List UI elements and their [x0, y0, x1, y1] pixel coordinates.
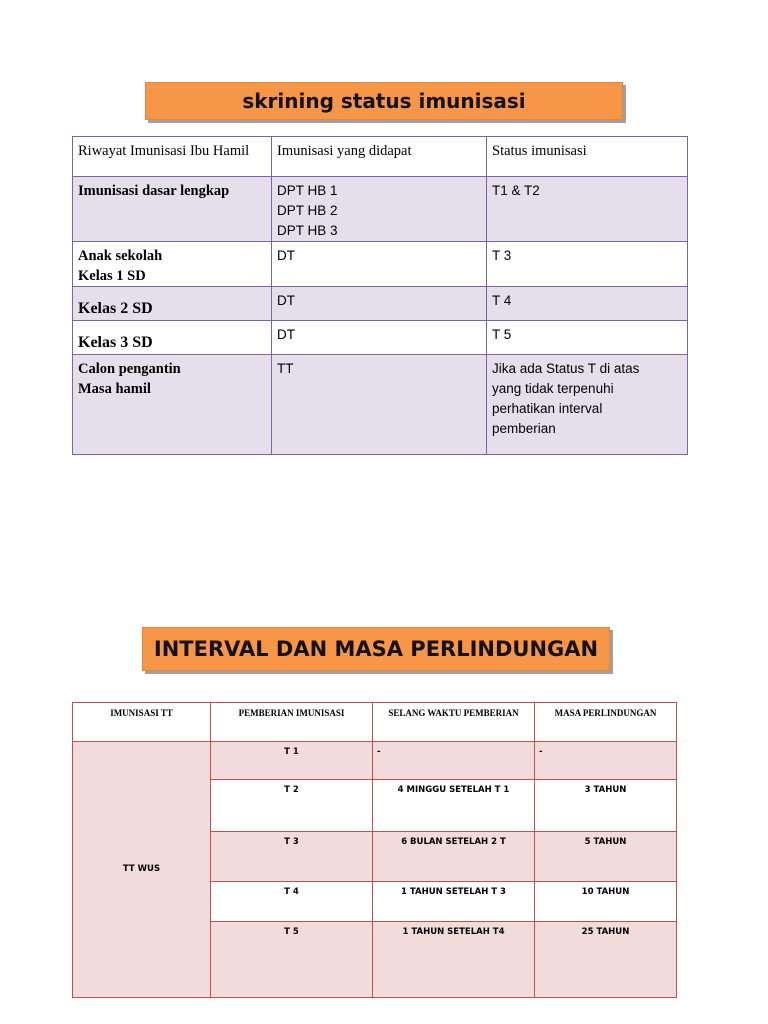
pemberian-cell: T 2	[211, 780, 373, 832]
selang-cell: 4 MINGGU SETELAH T 1	[373, 780, 535, 832]
pemberian-cell: T 5	[211, 922, 373, 998]
masa-cell: -	[535, 742, 677, 780]
section1-title: skrining status imunisasi	[145, 82, 623, 120]
status-cell: T1 & T2	[487, 177, 688, 242]
masa-cell: 5 TAHUN	[535, 832, 677, 882]
table-row	[73, 742, 677, 780]
table-row	[73, 321, 688, 355]
imunisasi-cell: DT	[272, 287, 487, 321]
section2-title: INTERVAL DAN MASA PERLINDUNGAN	[142, 627, 610, 671]
table-row	[73, 355, 688, 455]
imunisasi-cell: TT	[272, 355, 487, 455]
selang-cell: 1 TAHUN SETELAH T 3	[373, 882, 535, 922]
table-row	[73, 242, 688, 287]
status-cell: T 3	[487, 242, 688, 287]
table-row	[73, 287, 688, 321]
pemberian-cell: T 1	[211, 742, 373, 780]
screening-table	[72, 136, 688, 455]
selang-cell: 6 BULAN SETELAH 2 T	[373, 832, 535, 882]
header-imunisasi: Imunisasi yang didapat	[272, 137, 487, 177]
header-riwayat: Riwayat Imunisasi Ibu Hamil	[73, 137, 272, 177]
riwayat-cell: Kelas 3 SD	[73, 321, 272, 355]
header-selang: SELANG WAKTU PEMBERIAN	[373, 703, 535, 742]
selang-cell: -	[373, 742, 535, 780]
header-imunisasi-tt: IMUNISASI TT	[73, 703, 211, 742]
masa-cell: 25 TAHUN	[535, 922, 677, 998]
riwayat-cell: Anak sekolah Kelas 1 SD	[73, 242, 272, 287]
status-cell: T 4	[487, 287, 688, 321]
table-header-row	[73, 137, 688, 177]
masa-cell: 3 TAHUN	[535, 780, 677, 832]
header-pemberian: PEMBERIAN IMUNISASI	[211, 703, 373, 742]
pemberian-cell: T 3	[211, 832, 373, 882]
imunisasi-cell: DPT HB 1 DPT HB 2 DPT HB 3	[272, 177, 487, 242]
riwayat-cell: Kelas 2 SD	[73, 287, 272, 321]
group-label-cell: TT WUS	[73, 742, 211, 998]
header-status: Status imunisasi	[487, 137, 688, 177]
imunisasi-cell: DT	[272, 242, 487, 287]
pemberian-cell: T 4	[211, 882, 373, 922]
riwayat-cell: Calon pengantin Masa hamil	[73, 355, 272, 455]
interval-table	[72, 702, 677, 998]
riwayat-cell: Imunisasi dasar lengkap	[73, 177, 272, 242]
status-cell: Jika ada Status T di atas yang tidak terpenuhi perhatikan interval pemberian	[487, 355, 688, 455]
imunisasi-cell: DT	[272, 321, 487, 355]
table-header-row	[73, 703, 677, 742]
selang-cell: 1 TAHUN SETELAH T4	[373, 922, 535, 998]
header-masa: MASA PERLINDUNGAN	[535, 703, 677, 742]
table-row	[73, 177, 688, 242]
status-cell: T 5	[487, 321, 688, 355]
masa-cell: 10 TAHUN	[535, 882, 677, 922]
